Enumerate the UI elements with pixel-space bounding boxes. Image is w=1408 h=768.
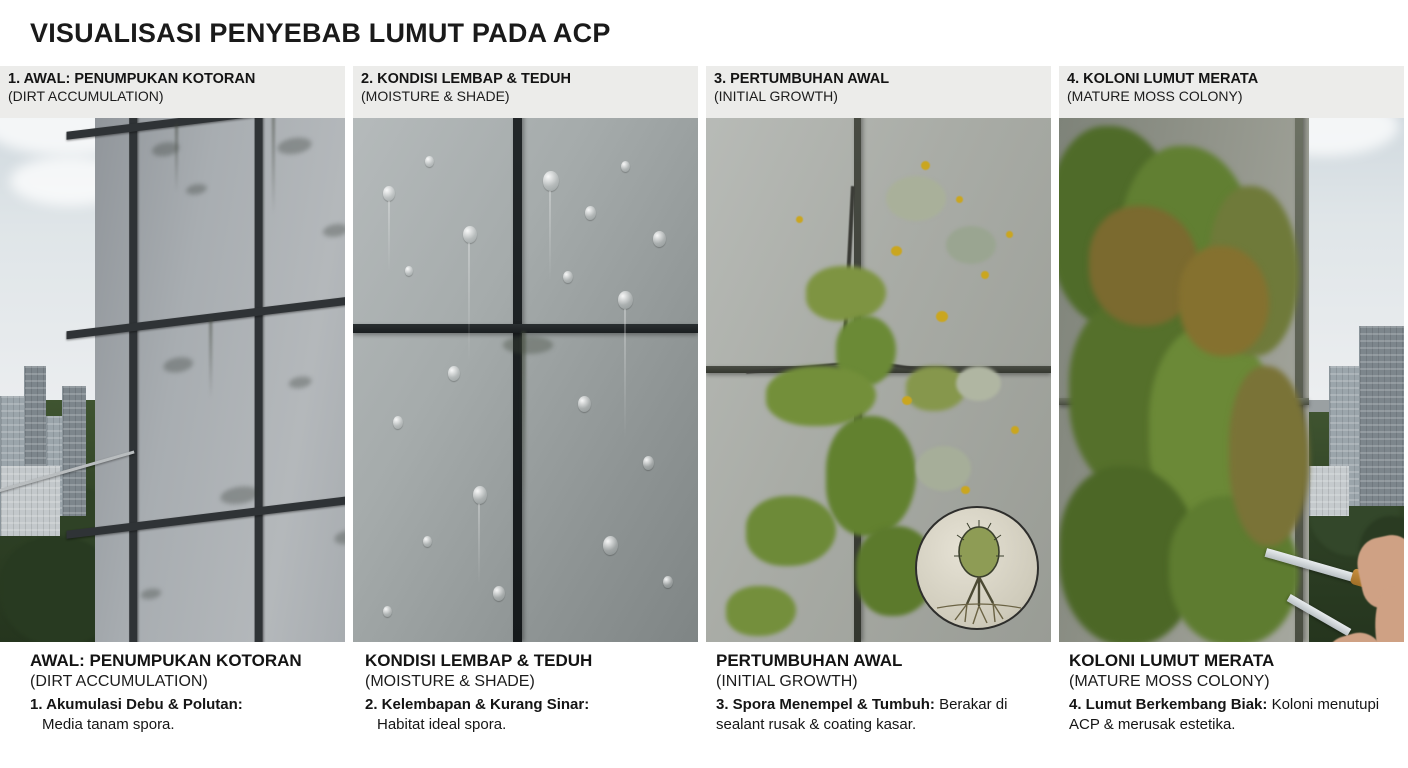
caption-1-subtitle: (DIRT ACCUMULATION)	[30, 673, 208, 690]
panel-4-mature-colony	[1059, 66, 1404, 642]
water-droplet	[383, 186, 395, 201]
water-droplet	[463, 226, 477, 243]
panel-2-header-main: 2. KONDISI LEMBAP & TEDUH	[361, 71, 572, 87]
water-droplet	[425, 156, 434, 167]
panel-2-header-sub: (MOISTURE & SHADE)	[361, 88, 510, 104]
panel-3-photo	[706, 66, 1051, 642]
caption-2	[353, 646, 698, 768]
water-droplet	[603, 536, 618, 555]
caption-1-body	[30, 695, 339, 735]
panel-1-dirt-accumulation	[0, 66, 345, 642]
caption-1	[0, 646, 345, 768]
caption-1-body-text: Media tanam spora.	[42, 716, 175, 733]
water-droplet	[643, 456, 654, 470]
water-droplet	[543, 171, 559, 191]
panel-1-header	[0, 66, 345, 118]
water-droplet	[663, 576, 673, 588]
caption-3-body-text: Berakar di sealant rusak & coating kasar.	[716, 696, 1008, 733]
caption-4-body-text: Koloni menutupi ACP & merusak estetika.	[1069, 696, 1380, 733]
panel-2-header	[353, 66, 698, 118]
water-droplet	[653, 231, 666, 247]
spore-illustration-icon	[917, 508, 1039, 630]
panel-3-header-sub: (INITIAL GROWTH)	[714, 88, 838, 104]
panel-1-header-sub: (DIRT ACCUMULATION)	[8, 88, 164, 104]
caption-4-body-bold: 4. Lumut Berkembang Biak:	[1069, 696, 1268, 713]
caption-3-title: PERTUMBUHAN AWAL	[716, 651, 903, 670]
panel-row	[0, 66, 1408, 642]
caption-3	[706, 646, 1051, 768]
caption-2-body-text: Habitat ideal spora.	[377, 716, 507, 733]
caption-3-body	[716, 695, 1045, 735]
panel-3-header	[706, 66, 1051, 118]
water-droplet	[585, 206, 596, 220]
water-droplet	[405, 266, 413, 276]
panel-3-header-main: 3. PERTUMBUHAN AWAL	[714, 71, 890, 87]
panel-2-moisture-shade	[353, 66, 698, 642]
caption-2-subtitle: (MOISTURE & SHADE)	[365, 673, 535, 690]
water-droplet	[578, 396, 591, 412]
caption-3-subtitle: (INITIAL GROWTH)	[716, 673, 858, 690]
spore-diagram-inset	[915, 506, 1039, 630]
caption-4-body	[1069, 695, 1398, 735]
panel-3-initial-growth	[706, 66, 1051, 642]
caption-1-title: AWAL: PENUMPUKAN KOTORAN	[30, 651, 302, 670]
caption-2-body	[365, 695, 692, 735]
water-droplet	[621, 161, 630, 172]
water-droplet	[383, 606, 392, 617]
caption-3-body-bold: 3. Spora Menempel & Tumbuh:	[716, 696, 935, 713]
caption-4-title: KOLONI LUMUT MERATA	[1069, 651, 1275, 670]
panel-1-photo	[0, 66, 345, 642]
water-droplet	[618, 291, 633, 309]
panel-4-header-main: 4. KOLONI LUMUT MERATA	[1067, 71, 1259, 87]
caption-4-subtitle: (MATURE MOSS COLONY)	[1069, 673, 1270, 690]
acp-wall-panel	[95, 66, 345, 642]
water-droplet	[393, 416, 403, 429]
water-droplet	[473, 486, 487, 504]
water-droplet	[448, 366, 460, 381]
water-droplet	[493, 586, 505, 601]
caption-4	[1059, 646, 1404, 768]
page-title: VISUALISASI PENYEBAB LUMUT PADA ACP	[30, 18, 611, 48]
panel-4-header	[1059, 66, 1404, 118]
caption-row	[0, 646, 1408, 768]
water-droplet	[563, 271, 573, 283]
panel-4-header-sub: (MATURE MOSS COLONY)	[1067, 88, 1243, 104]
caption-1-body-bold: 1. Akumulasi Debu & Polutan:	[30, 696, 243, 713]
panel-1-header-main: 1. AWAL: PENUMPUKAN KOTORAN	[8, 71, 256, 87]
caption-2-body-bold: 2. Kelembapan & Kurang Sinar:	[365, 696, 590, 713]
caption-2-title: KONDISI LEMBAP & TEDUH	[365, 651, 593, 670]
panel-2-photo	[353, 66, 698, 642]
water-droplet	[423, 536, 432, 547]
panel-4-photo	[1059, 66, 1404, 642]
building	[62, 386, 86, 516]
